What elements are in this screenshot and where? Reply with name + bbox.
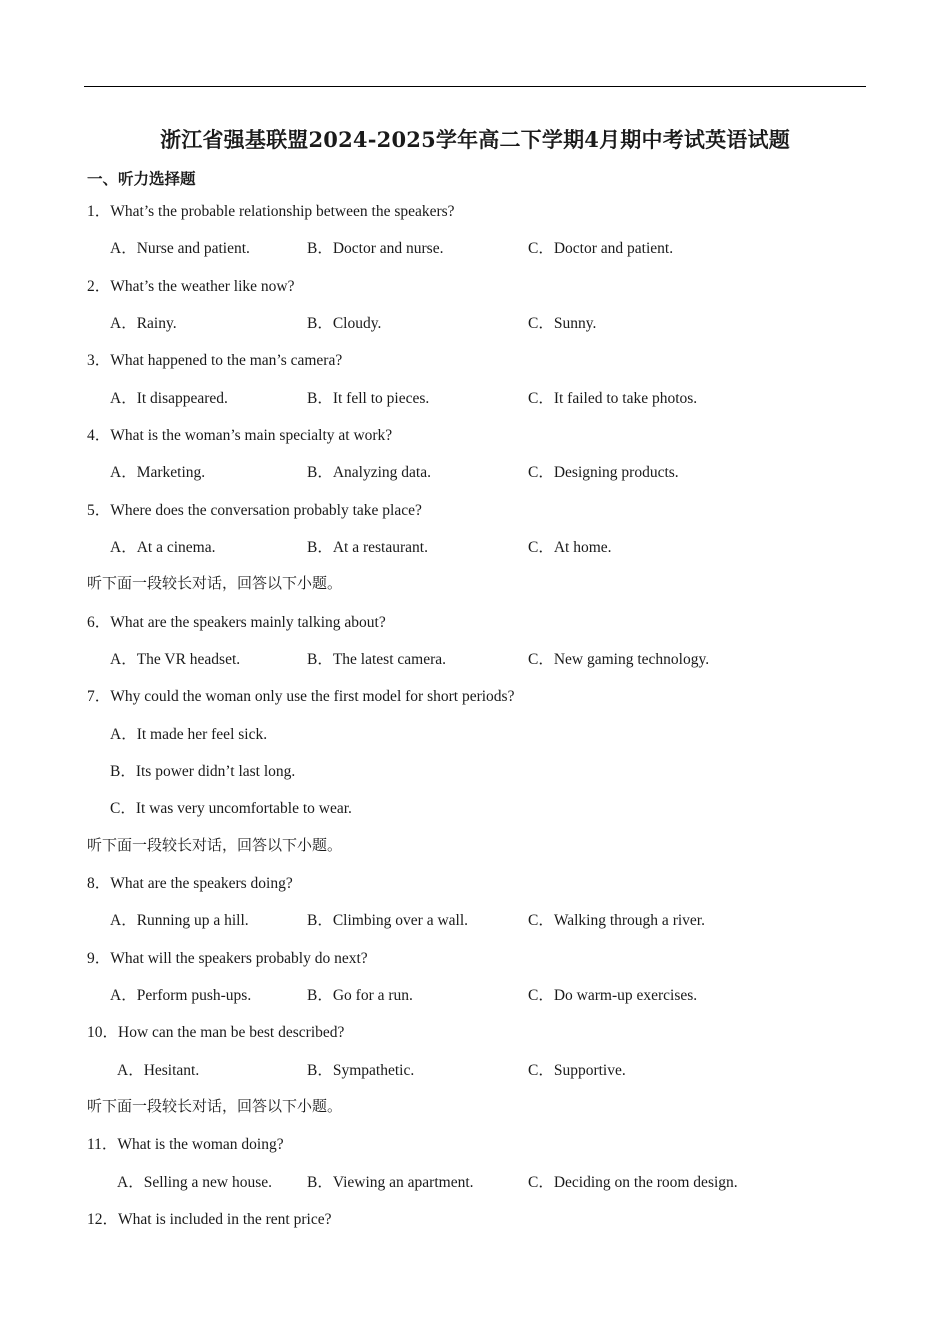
q9-option-a: A．Perform push-ups. bbox=[110, 987, 252, 1004]
q6-option-a: A．The VR headset. bbox=[110, 651, 241, 668]
q3-option-c: C．It failed to take photos. bbox=[528, 390, 698, 407]
q5-option-c: C．At home. bbox=[528, 539, 612, 556]
q4-option-b: B．Analyzing data. bbox=[307, 464, 431, 481]
header-rule bbox=[84, 86, 866, 87]
question-9: 9．What will the speakers probably do next? bbox=[87, 950, 368, 967]
q4-option-c: C．Designing products. bbox=[528, 464, 679, 481]
q10-option-a: A．Hesitant. bbox=[117, 1062, 200, 1079]
q2-option-c: C．Sunny. bbox=[528, 315, 597, 332]
q8-option-b: B．Climbing over a wall. bbox=[307, 912, 469, 929]
q1-option-a: A．Nurse and patient. bbox=[110, 240, 250, 257]
q10-option-b: B．Sympathetic. bbox=[307, 1062, 415, 1079]
q3-option-b: B．It fell to pieces. bbox=[307, 390, 430, 407]
q7-option-c: C．It was very uncomfortable to wear. bbox=[110, 800, 352, 817]
q5-option-a: A．At a cinema. bbox=[110, 539, 216, 556]
instruction-2: 听下面一段较长对话，回答以下小题。 bbox=[87, 836, 343, 854]
q11-option-b: B．Viewing an apartment. bbox=[307, 1174, 474, 1191]
page-title: 浙江省强基联盟2024-2025学年高二下学期4月期中考试英语试题 bbox=[160, 127, 790, 152]
q8-option-a: A．Running up a hill. bbox=[110, 912, 249, 929]
q8-option-c: C．Walking through a river. bbox=[528, 912, 705, 929]
q6-option-c: C．New gaming technology. bbox=[528, 651, 710, 668]
question-1: 1．What’s the probable relationship between the speakers? bbox=[87, 203, 455, 220]
q2-option-a: A．Rainy. bbox=[110, 315, 177, 332]
instruction-1: 听下面一段较长对话，回答以下小题。 bbox=[87, 574, 343, 592]
q7-option-b: B．Its power didn’t last long. bbox=[110, 763, 296, 780]
question-5: 5．Where does the conversation probably take place? bbox=[87, 502, 422, 519]
question-3: 3．What happened to the man’s camera? bbox=[87, 352, 343, 369]
question-2: 2．What’s the weather like now? bbox=[87, 278, 295, 295]
question-8: 8．What are the speakers doing? bbox=[87, 875, 293, 892]
q11-option-c: C．Deciding on the room design. bbox=[528, 1174, 738, 1191]
question-12: 12．What is included in the rent price? bbox=[87, 1211, 332, 1228]
question-4: 4．What is the woman’s main specialty at work? bbox=[87, 427, 393, 444]
question-6: 6．What are the speakers mainly talking about? bbox=[87, 614, 386, 631]
instruction-3: 听下面一段较长对话，回答以下小题。 bbox=[87, 1097, 343, 1115]
q6-option-b: B．The latest camera. bbox=[307, 651, 447, 668]
q1-option-c: C．Doctor and patient. bbox=[528, 240, 674, 257]
q10-option-c: C．Supportive. bbox=[528, 1062, 626, 1079]
q4-option-a: A．Marketing. bbox=[110, 464, 206, 481]
q11-option-a: A．Selling a new house. bbox=[117, 1174, 272, 1191]
q9-option-b: B．Go for a run. bbox=[307, 987, 413, 1004]
q9-option-c: C．Do warm-up exercises. bbox=[528, 987, 698, 1004]
question-7: 7．Why could the woman only use the first model for short periods? bbox=[87, 688, 515, 705]
q2-option-b: B．Cloudy. bbox=[307, 315, 382, 332]
question-11: 11．What is the woman doing? bbox=[87, 1136, 284, 1153]
question-10: 10．How can the man be best described? bbox=[87, 1024, 345, 1041]
q3-option-a: A．It disappeared. bbox=[110, 390, 228, 407]
q1-option-b: B．Doctor and nurse. bbox=[307, 240, 444, 257]
q7-option-a: A．It made her feel sick. bbox=[110, 726, 268, 743]
section-heading: 一、听力选择题 bbox=[87, 170, 196, 188]
q5-option-b: B．At a restaurant. bbox=[307, 539, 428, 556]
